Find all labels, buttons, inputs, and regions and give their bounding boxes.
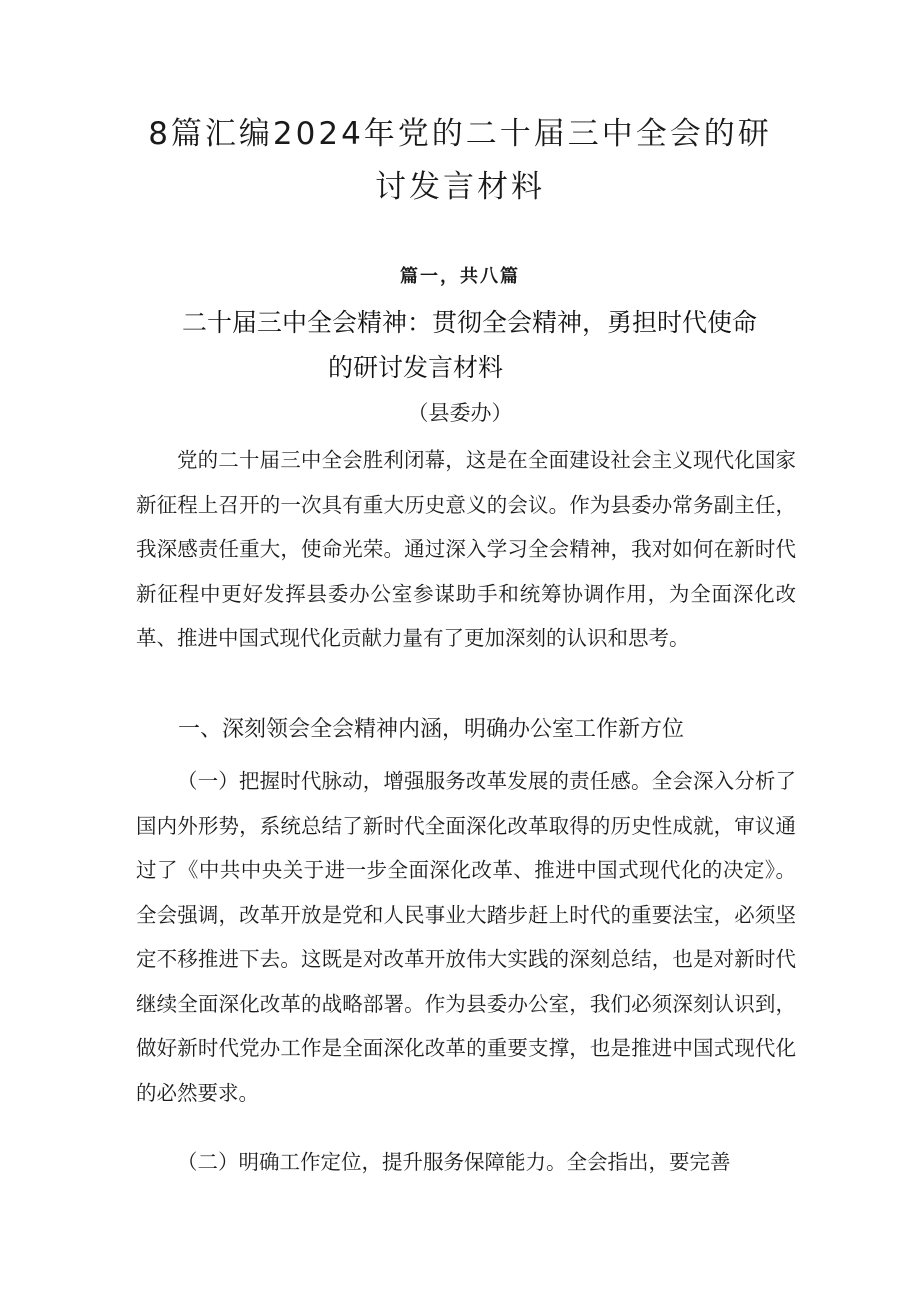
document-title-line1: 8篇汇编2024年党的二十届三中全会的研 bbox=[148, 116, 772, 152]
body-paragraph-2: （二）明确工作定位，提升服务保障能力。全会指出，要完善 bbox=[177, 1150, 731, 1174]
body-paragraph-1: （一）把握时代脉动，增强服务改革发展的责任感。全会深入分析了国内外形势，系统总结了新时代全面深化改革取得的历史性成就，审议通过了《中共中央关于进一步全面深化改革、推进中国式现代化的决定》。全会强调，改革开放是党和人民事业大踏步赶上时代的重要法宝，必须坚定不移推进下去。这既是对改革开放伟大实践的深刻总结，也是对新时代继续全面深化改革的战略部署。作为县委办公室，我们必须深刻认识到，做好新时代党办工作是全面深化改革的重要支撑，也是推进中国式现代化的必然要求。 bbox=[136, 769, 796, 1105]
section-heading: 一、深刻领会全会精神内涵，明确办公室工作新方位 bbox=[178, 717, 685, 742]
author-unit: （县委办） bbox=[407, 401, 513, 425]
article-title-line1: 二十届三中全会精神：贯彻全会精神，勇担时代使命 bbox=[182, 308, 758, 337]
article-title-line2: 的研讨发言材料 bbox=[328, 353, 504, 382]
intro-paragraph: 党的二十届三中全会胜利闭幕，这是在全面建设社会主义现代化国家新征程上召开的一次具有重大历史意义的会议。作为县委办常务副主任，我深感责任重大，使命光荣。通过深入学习全会精神，我对如何在新时代新征程中更好发挥县委办公室参谋助手和统筹协调作用，为全面深化改革、推进中国式现代化贡献力量有了更加深刻的认识和思考。 bbox=[136, 448, 796, 650]
document-title-line2: 讨发言材料 bbox=[375, 169, 545, 205]
part-label: 篇一，共八篇 bbox=[400, 266, 520, 287]
